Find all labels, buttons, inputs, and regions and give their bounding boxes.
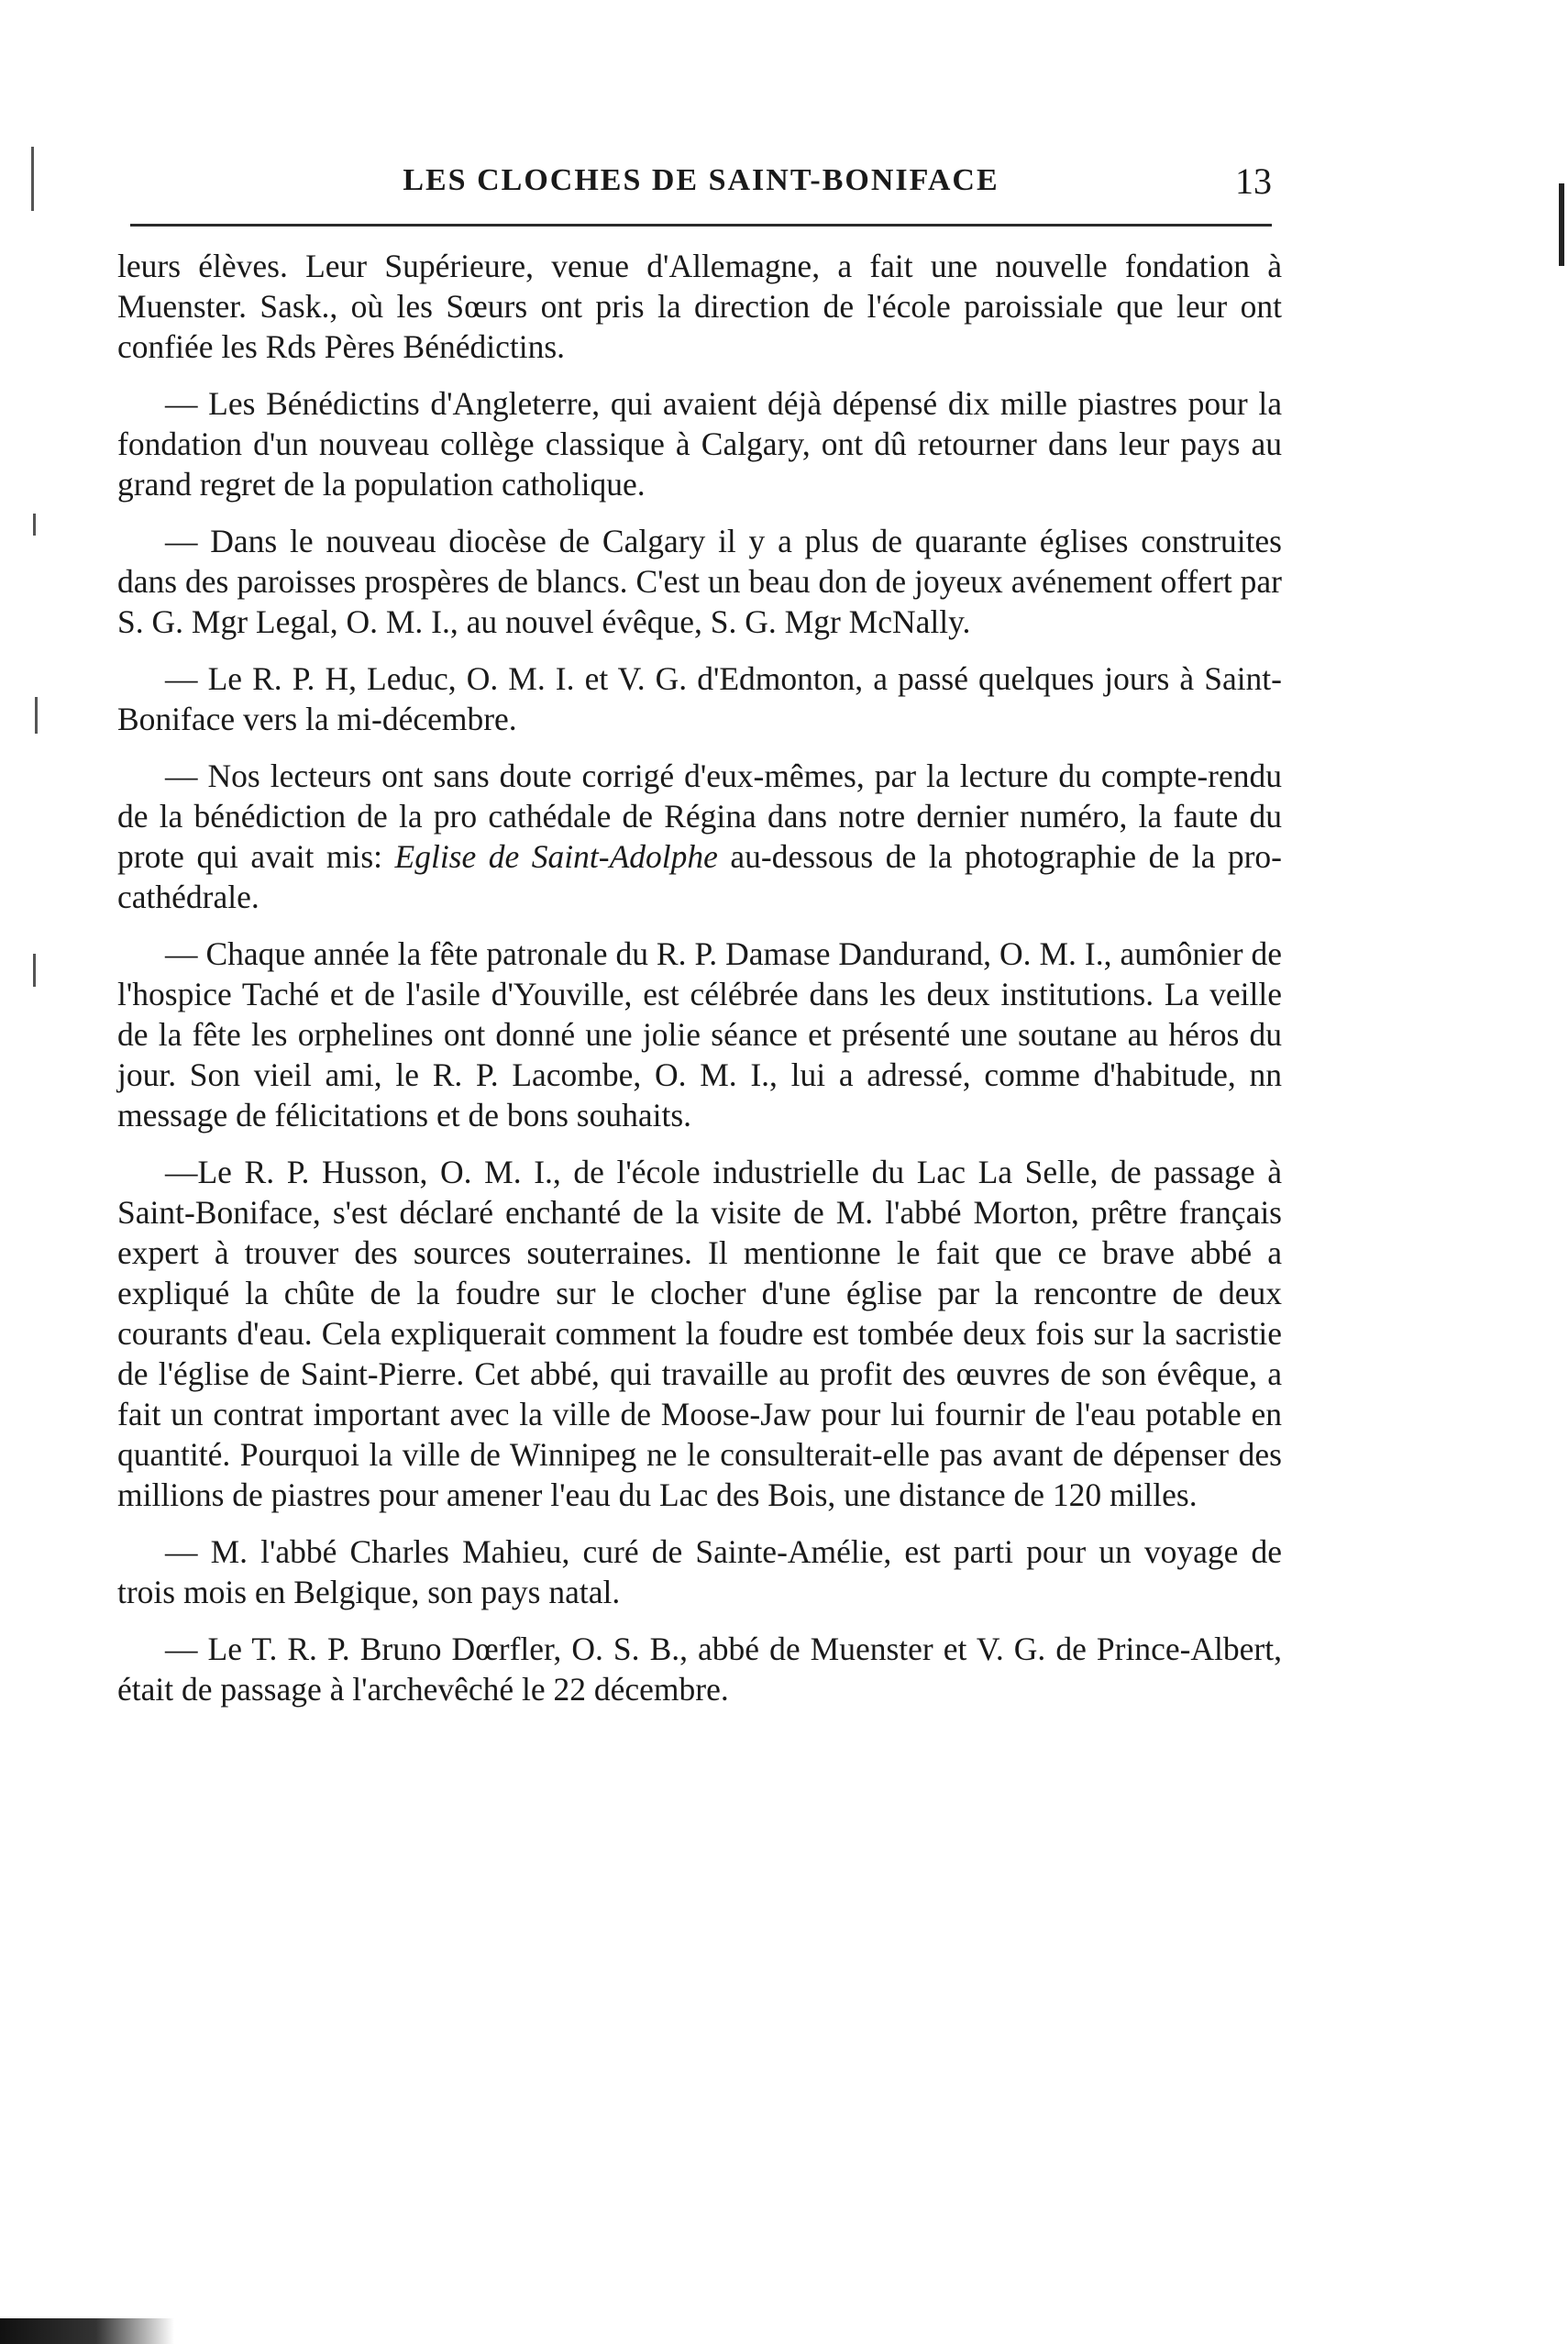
paragraph-dandurand: — Chaque année la fête patronale du R. P. Damase Dandurand, O. M. I., aumônier de l'hospice Taché et de l'asile d'Youville, est célébrée dans les deux institutions. La veille de la fête les orphelines ont donné une jolie séance et présenté une soutane au héros du jour. Son vieil ami, le R. P. Lacombe, O. M. I., lui a adressé, comme d'habitude, nn message de félicitations et de bons souhaits. (117, 935, 1282, 1133)
right-edge-mark (1559, 183, 1564, 266)
page-number: 13 (1235, 160, 1272, 202)
paragraph-mahieu: — M. l'abbé Charles Mahieu, curé de Sainte-Amélie, est parti pour un voyage de trois mois en Belgique, son pays natal. (117, 1533, 1282, 1610)
paragraph-correction (117, 756, 1282, 917)
scan-corner-shadow (0, 2318, 174, 2344)
left-edge-mark (33, 514, 36, 536)
page-header (130, 156, 1272, 211)
paragraph-benedictins: — Les Bénédictins d'Angleterre, qui avaient déjà dépensé dix mille piastres pour la fondation d'un nouveau collège classique à Calgary, ont dû retourner dans leur pays au grand regret de la population catholique. (117, 385, 1282, 503)
correction-italic-text: Eglise de Saint-Adolphe (394, 838, 718, 875)
paragraph-leduc: — Le R. P. H, Leduc, O. M. I. et V. G. d'Edmonton, a passé quelques jours à Saint-Boniface vers la mi-décembre. (117, 660, 1282, 737)
paragraph-continued: leurs élèves. Leur Supérieure, venue d'Allemagne, a fait une nouvelle fondation à Muenster. Sask., où les Sœurs ont pris la direction de l'école paroissiale que leur ont confiée les Rds Pères Bénédictins. (117, 248, 1282, 365)
correction-text-after: au-dessous de la photographie de la pro-cathédrale. (117, 838, 1282, 915)
running-title: LES CLOCHES DE SAINT-BONIFACE (403, 163, 999, 197)
correction-text-before: — Nos lecteurs ont sans doute corrigé d'eux-mêmes, par la lecture du compte-rendu de la bénédiction de la pro cathédale de Régina dans notre dernier numéro, la faute du prote qui avait mis: (117, 757, 1282, 875)
header-rule (130, 224, 1272, 227)
left-edge-mark (31, 147, 34, 211)
paragraph-doerfler: — Le T. R. P. Bruno Dœrfler, O. S. B., abbé de Muenster et V. G. de Prince-Albert, était de passage à l'archevêché le 22 décembre. (117, 1631, 1282, 1708)
article-body (117, 246, 1282, 1726)
left-edge-mark (33, 954, 36, 987)
paragraph-calgary-diocese: — Dans le nouveau diocèse de Calgary il y a plus de quarante églises construites dans des paroisses prospères de blancs. C'est un beau don de joyeux avénement offert par S. G. Mgr Legal, O. M. I., au nouvel évêque, S. G. Mgr McNally. (117, 523, 1282, 640)
left-edge-mark (35, 697, 38, 734)
paragraph-husson: —Le R. P. Husson, O. M. I., de l'école industrielle du Lac La Selle, de passage à Saint-Boniface, s'est déclaré enchanté de la visite de M. l'abbé Morton, prêtre français expert à trouver des sources souterraines. Il mentionne le fait que ce brave abbé a expliqué la chûte de la foudre sur le clocher d'une église par la rencontre de deux courants d'eau. Cela expliquerait comment la foudre est tombée deux fois sur la sacristie de l'église de Saint-Pierre. Cet abbé, qui travaille au profit des œuvres de son évêque, a fait un contrat important avec la ville de Moose-Jaw pour lui fournir de l'eau potable en quantité. Pourquoi la ville de Winnipeg ne le consulterait-elle pas avant de dépenser des millions de piastres pour amener l'eau du Lac des Bois, une distance de 120 milles. (117, 1154, 1282, 1513)
